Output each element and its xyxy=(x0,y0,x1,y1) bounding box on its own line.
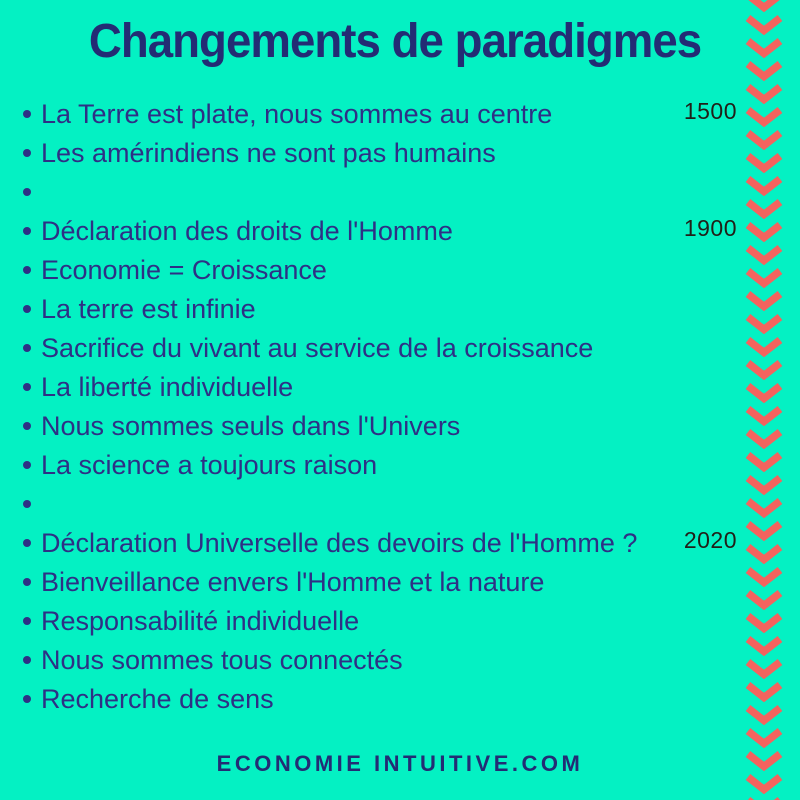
chevron-down-icon xyxy=(745,612,783,635)
list-item xyxy=(22,177,745,216)
bullet-dot xyxy=(23,149,31,157)
list-item-text: La science a toujours raison xyxy=(41,450,378,480)
bullet-dot xyxy=(23,461,31,469)
list-item xyxy=(22,294,745,333)
chevron-down-icon xyxy=(745,221,783,244)
footer-url: ECONOMIE INTUITIVE.COM xyxy=(216,751,584,776)
chevron-down-icon xyxy=(745,175,783,198)
chevron-down-icon xyxy=(745,60,783,83)
chevron-down-icon xyxy=(745,635,783,658)
list-item xyxy=(22,333,745,372)
chevron-down-icon xyxy=(745,0,783,14)
list-item-text: Déclaration Universelle des devoirs de l'Homme ? xyxy=(41,528,638,558)
list-item xyxy=(22,567,745,606)
chevron-down-icon xyxy=(745,474,783,497)
list-item xyxy=(22,645,745,684)
chevron-down-icon xyxy=(745,83,783,106)
list-item xyxy=(22,606,745,645)
list-item-text: Les amérindiens ne sont pas humains xyxy=(41,138,496,168)
chevron-down-icon xyxy=(745,313,783,336)
bullet-dot xyxy=(23,578,31,586)
chevron-down-icon xyxy=(745,520,783,543)
year-label: 1900 xyxy=(683,215,737,241)
bullet-dot xyxy=(23,266,31,274)
page-title: Changements de paradigmes xyxy=(88,15,702,68)
chevron-column xyxy=(745,0,785,800)
bullet-dot xyxy=(23,305,31,313)
chevron-down-icon xyxy=(745,566,783,589)
bullet-dot xyxy=(23,383,31,391)
chevron-down-icon xyxy=(745,543,783,566)
chevron-down-icon xyxy=(745,267,783,290)
list-item xyxy=(22,489,745,528)
chevron-down-icon xyxy=(745,681,783,704)
list-item-text: Recherche de sens xyxy=(41,684,274,714)
bullet-dot xyxy=(23,227,31,235)
chevron-down-icon xyxy=(745,336,783,359)
list-item-text: Bienveillance envers l'Homme et la nature xyxy=(41,567,545,597)
chevron-down-icon xyxy=(745,129,783,152)
chevron-down-icon xyxy=(745,405,783,428)
list-item xyxy=(22,372,745,411)
list-item-text: Responsabilité individuelle xyxy=(41,606,360,636)
list-item-text: Sacrifice du vivant au service de la croissance xyxy=(41,333,594,363)
list-item-text: La terre est infinie xyxy=(41,294,256,324)
list-item xyxy=(22,450,745,489)
chevron-down-icon xyxy=(745,497,783,520)
list-item xyxy=(22,138,745,177)
chevron-down-icon xyxy=(745,658,783,681)
list-item-text: Economie = Croissance xyxy=(41,255,327,285)
chevron-down-icon xyxy=(745,382,783,405)
list-item xyxy=(22,255,745,294)
chevron-down-icon xyxy=(745,244,783,267)
bullet-dot xyxy=(23,617,31,625)
list-item-text: Nous sommes seuls dans l'Univers xyxy=(41,411,461,441)
bullet-dot xyxy=(23,695,31,703)
chevron-down-icon xyxy=(745,359,783,382)
list-item xyxy=(22,528,745,567)
bullet-dot xyxy=(23,539,31,547)
list-item-text: Déclaration des droits de l'Homme xyxy=(41,216,453,246)
list-item xyxy=(22,684,745,723)
chevron-down-icon xyxy=(745,704,783,727)
list-item xyxy=(22,411,745,450)
chevron-down-icon xyxy=(745,290,783,313)
list-item-text: Nous sommes tous connectés xyxy=(41,645,403,675)
chevron-down-icon xyxy=(745,796,783,800)
chevron-down-icon xyxy=(745,37,783,60)
list-item-text: La Terre est plate, nous sommes au centre xyxy=(41,99,553,129)
bullet-dot xyxy=(23,344,31,352)
list-item-text: La liberté individuelle xyxy=(41,372,294,402)
chevron-down-icon xyxy=(745,106,783,129)
bullet-dot xyxy=(23,656,31,664)
bullet-dot xyxy=(23,422,31,430)
bullet-dot xyxy=(23,188,31,196)
bullet-dot xyxy=(23,110,31,118)
list-item xyxy=(22,99,745,138)
chevron-down-icon xyxy=(745,14,783,37)
list-item xyxy=(22,216,745,255)
chevron-down-icon xyxy=(745,589,783,612)
bullet-dot xyxy=(23,500,31,508)
chevron-down-icon xyxy=(745,152,783,175)
year-label: 2020 xyxy=(683,527,737,553)
paradigm-list xyxy=(22,99,745,723)
chevron-down-icon xyxy=(745,428,783,451)
chevron-down-icon xyxy=(745,198,783,221)
chevron-down-icon xyxy=(745,727,783,750)
year-label: 1500 xyxy=(683,98,737,124)
chevron-down-icon xyxy=(745,451,783,474)
